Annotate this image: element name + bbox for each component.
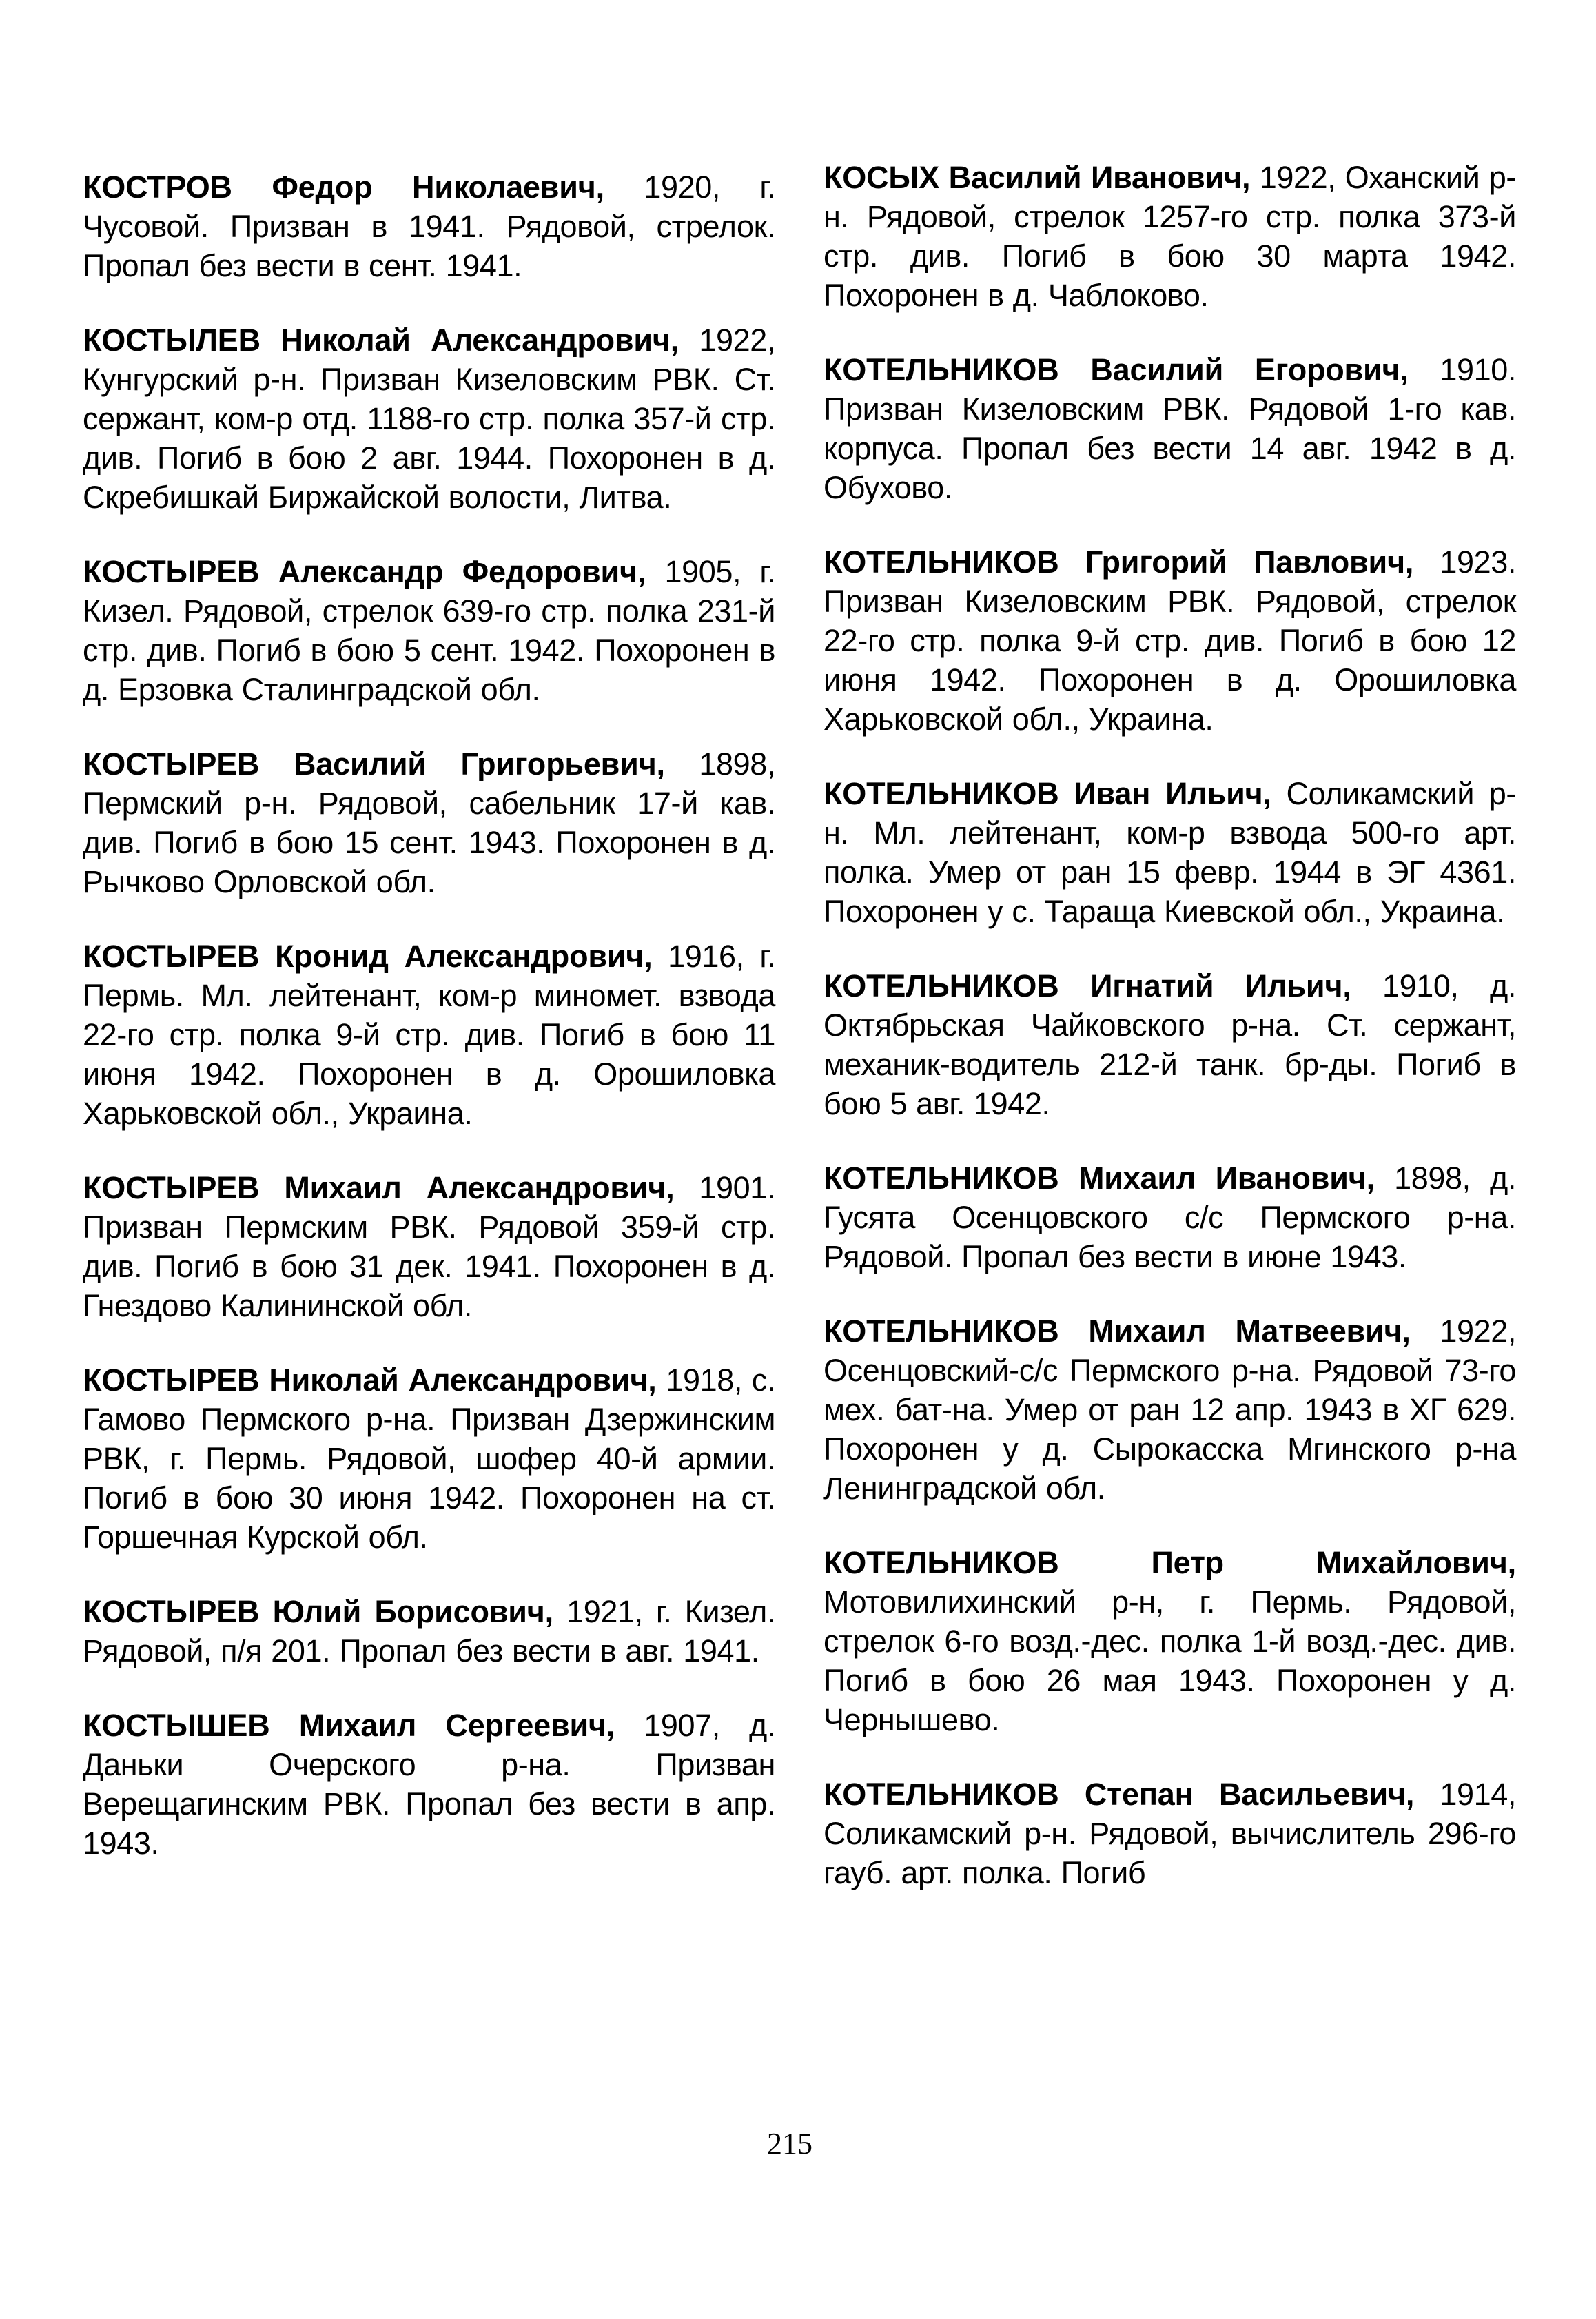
entry-details: 1901. Призван Пермским РВК. Рядовой 359-й стр. див. Погиб в бою 31 дек. 1941. Похоронен в д. Гнездово Калининской обл. [83,1170,775,1323]
entry-name: КОСТЫРЕВ Кронид Александрович, [83,939,653,974]
entry-name: КОСТЫРЕВ Василий Григорьевич, [83,746,665,781]
entry-details: 1922, Кунгурский р-н. Призван Кизеловским РВК. Ст. сержант, ком-р отд. 1188-го стр. полка 357-й стр. див. Погиб в бою 2 авг. 1944. Похоронен в д. Скребишкай Биржайской волости, Литва. [83,323,775,515]
memorial-entry [823,542,1516,739]
entry-details: 1920, г. Чусовой. Призван в 1941. Рядовой, стрелок. Пропал без вести в сент. 1941. [83,170,775,283]
memorial-entry [83,937,775,1133]
memorial-entry [823,1311,1516,1508]
entry-details: 1922, Осенцовский-с/с Пермского р-на. Рядовой 73-го мех. бат-на. Умер от ран 12 апр. 1943 в ХГ 629. Похоронен у д. Сырокасска Мгинского р-на Ленинградской обл. [823,1314,1516,1506]
memorial-entry [823,1158,1516,1276]
entry-name: КОТЕЛЬНИКОВ Михаил Иванович, [823,1161,1375,1196]
memorial-entry [83,1706,775,1863]
entry-details: 1898, Пермский р-н. Рядовой, сабельник 17-й кав. див. Погиб в бою 15 сент. 1943. Похоронен в д. Рычково Орловской обл. [83,746,776,899]
entry-name: КОСТЫРЕВ Юлий Борисович, [83,1594,553,1629]
memorial-entry [823,774,1516,931]
entry-details: 1910. Призван Кизеловским РВК. Рядовой 1-го кав. корпуса. Пропал без вести 14 авг. 1942 в д. Обухово. [823,352,1516,505]
entry-name: КОТЕЛЬНИКОВ Василий Егорович, [823,352,1409,387]
entry-name: КОСТЫШЕВ Михаил Сергеевич, [83,1708,615,1743]
entry-name: КОСТРОВ Федор Николаевич, [83,170,604,205]
entry-name: КОТЕЛЬНИКОВ Степан Васильевич, [823,1777,1415,1812]
entry-name: КОТЕЛЬНИКОВ Михаил Матвеевич, [823,1314,1411,1349]
memorial-entry [823,158,1516,315]
right-column [823,158,1516,1892]
memorial-entry [83,1360,775,1557]
entry-name: КОТЕЛЬНИКОВ Григорий Павлович, [823,544,1414,580]
memorial-entry [823,966,1516,1123]
page-number: 215 [767,2127,812,2160]
entry-details: 1914, Соликамский р-н. Рядовой, вычислитель 296-го гауб. арт. полка. Погиб [823,1777,1516,1890]
entry-details: 1922, Оханский р-н. Рядовой, стрелок 1257-го стр. полка 373-й стр. див. Погиб в бою 30 марта 1942. Похоронен в д. Чаблоково. [823,160,1516,313]
entry-details: 1905, г. Кизел. Рядовой, стрелок 639-го стр. полка 231-й стр. див. Погиб в бою 5 сент. 1942. Похоронен в д. Ерзовка Сталинградской обл. [83,554,775,707]
entry-name: КОСТЫЛЕВ Николай Александрович, [83,323,679,358]
memorial-entry [83,1592,775,1671]
entry-name: КОСТЫРЕВ Михаил Александрович, [83,1170,675,1205]
entry-name: КОТЕЛЬНИКОВ Иван Ильич, [823,776,1271,811]
left-column [83,167,775,1892]
memorial-entry [83,167,775,285]
entry-details: 1918, с. Гамово Пермского р-на. Призван Дзержинским РВК, г. Пермь. Рядовой, шофер 40-й армии. Погиб в бою 30 июня 1942. Похоронен на ст. Горшечная Курской обл. [83,1362,776,1555]
entry-details: 1923. Призван Кизеловским РВК. Рядовой, стрелок 22-го стр. полка 9-й стр. див. Погиб в бою 12 июня 1942. Похоронен в д. Орошиловка Харьковской обл., Украина. [823,544,1516,737]
memorial-entry [83,552,775,709]
entry-name: КОСЫХ Василий Иванович, [823,160,1251,195]
entry-name: КОСТЫРЕВ Александр Федорович, [83,554,646,589]
memorial-entry [83,744,775,901]
memorial-entry [823,1775,1516,1892]
memorial-entry [83,320,775,517]
entry-details: 1898, д. Гусята Осенцовского с/с Пермского р-на. Рядовой. Пропал без вести в июне 1943. [823,1161,1516,1274]
memorial-entry [823,1543,1516,1739]
entry-details: Мотовилихинский р-н, г. Пермь. Рядовой, стрелок 6-го возд.-дес. полка 1-й возд.-дес. див. Погиб в бою 26 мая 1943. Похоронен у д. Чернышево. [823,1584,1516,1737]
memorial-entry [823,350,1516,507]
text-columns [83,160,1516,1892]
entry-name: КОСТЫРЕВ Николай Александрович, [83,1362,657,1398]
memorial-entry [83,1168,775,1325]
entry-details: 1910, д. Октябрьская Чайковского р-на. Ст. сержант, механик-водитель 212-й танк. бр-ды. Погиб в бою 5 авг. 1942. [823,968,1516,1121]
entry-details: Соликамский р-н. Мл. лейтенант, ком-р взвода 500-го арт. полка. Умер от ран 15 февр. 1944 в ЭГ 4361. Похоронен у с. Тараща Киевской обл., Украина. [823,776,1516,929]
entry-details: 1916, г. Пермь. Мл. лейтенант, ком-р миномет. взвода 22-го стр. полка 9-й стр. див. Погиб в бою 11 июня 1942. Похоронен в д. Орошиловка Харьковской обл., Украина. [83,939,776,1131]
entry-name: КОТЕЛЬНИКОВ Петр Михайлович, [823,1545,1516,1580]
entry-name: КОТЕЛЬНИКОВ Игнатий Ильич, [823,968,1351,1003]
entry-details: 1907, д. Даньки Очерского р-на. Призван Верещагинским РВК. Пропал без вести в апр. 1943. [83,1708,775,1861]
entry-details: 1921, г. Кизел. Рядовой, п/я 201. Пропал без вести в авг. 1941. [83,1594,775,1668]
